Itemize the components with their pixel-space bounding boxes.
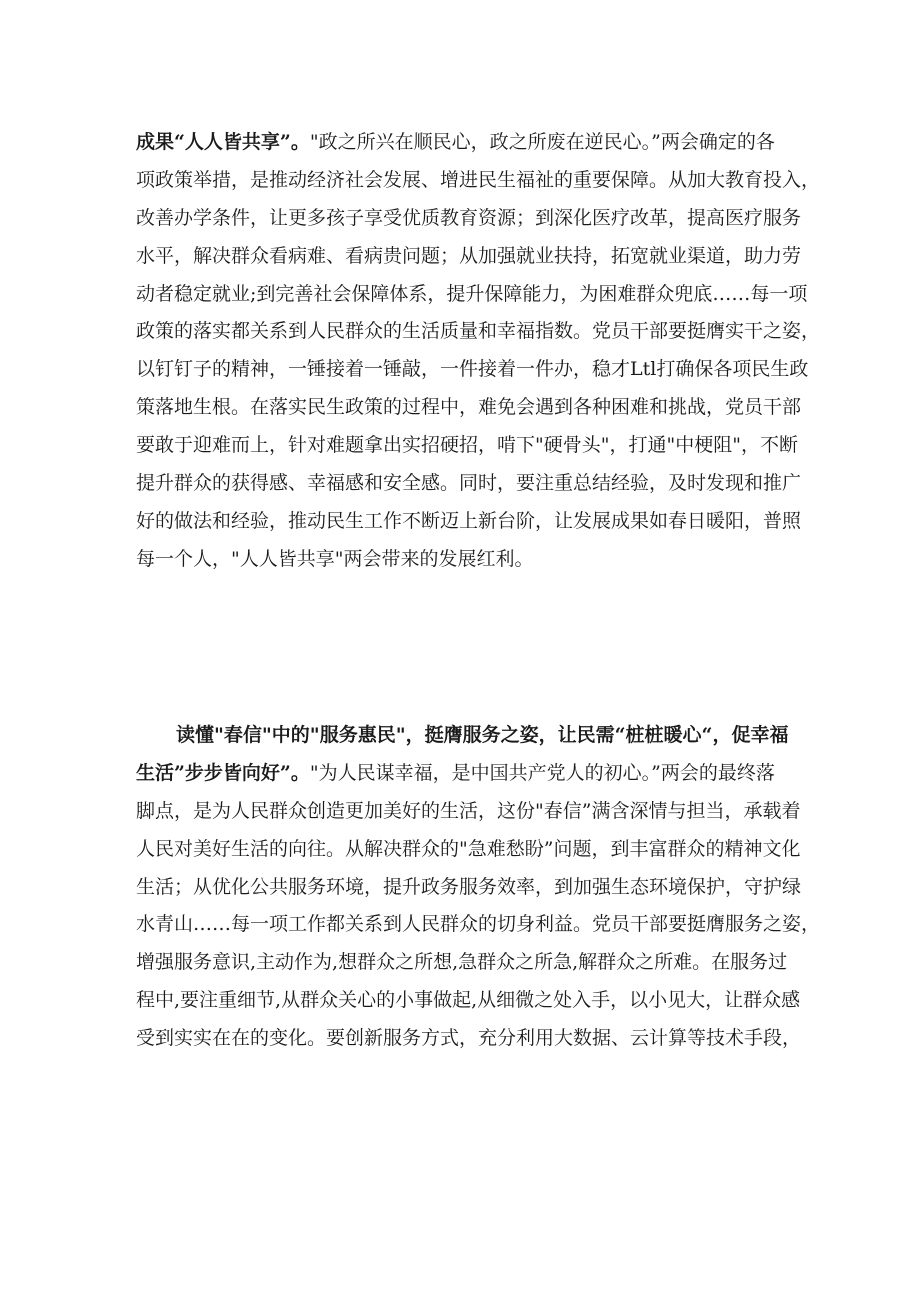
line-text: 要敢于迎难而上，针对难题拿出实招硬招，啃下"硬骨头"，打通"中梗阻"，不断 [136, 434, 798, 457]
bold-lead: 成果“人人皆共享”。 [136, 131, 310, 153]
paragraph-2 [136, 717, 821, 1058]
text-line [136, 124, 800, 162]
text-line [136, 351, 809, 389]
bold-heading: 读懂"春信"中的"服务惠民"，挺膺服务之姿，让民需“桩桩暖心“，促幸福 [176, 724, 789, 746]
line-text: 程中,要注重细节,从群众关心的小事做起,从细微之处入手，以小见大，让群众感 [136, 989, 801, 1012]
line-text: 水平，解决群众看病难、看病贵问题；从加强就业扶持，拓宽就业渠道，助力劳 [136, 244, 802, 267]
line-text: 受到实实在在的变化。要创新服务方式，充分利用大数据、云计算等技术手段， [136, 1027, 802, 1050]
line-text: 增强服务意识,主动作为,想群众之所想,急群众之所急,解群众之所难。在服务过 [136, 951, 788, 974]
line-text: 好的做法和经验，推动民生工作不断迈上新台阶，让发展成果如春日暖阳，普照 [136, 509, 802, 532]
text-line [136, 982, 800, 1020]
line-text: 脚点，是为人民群众创造更加美好的生活，这份"春信”满含深情与担当，承载着 [136, 799, 801, 822]
text-line [136, 1020, 800, 1058]
line-text: 人民对美好生活的向往。从解决群众的"急难愁盼”问题，到丰富群众的精神文化 [136, 837, 801, 860]
text-line [136, 793, 800, 831]
text-line [136, 755, 800, 793]
text-line [136, 717, 800, 755]
line-text: "为人民谋幸福，是中国共产党人的初心。”两会的最终落 [309, 761, 775, 784]
line-text: 以钉钉子的精神，一锤接着一锤敲，一件接着一件办，稳才Ltl打确保各项民生政 [136, 358, 809, 381]
line-text: 改善办学条件，让更多孩子享受优质教育资源；到深化医疗改革，提高医疗服务 [136, 206, 802, 229]
text-line [136, 238, 800, 276]
line-text: 提升群众的获得感、幸福感和安全感。同时，要注重总结经验，及时发现和推广 [136, 472, 802, 495]
text-line [136, 944, 800, 982]
line-text: 策落地生根。在落实民生政策的过程中，难免会遇到各种困难和挑战，党员干部 [136, 396, 802, 419]
text-line [136, 831, 800, 869]
text-line [136, 162, 821, 200]
text-line [136, 906, 821, 944]
line-text: 动者稳定就业;到完善社会保障体系，提升保障能力，为困难群众兜底……每一项 [136, 282, 808, 305]
line-text: 水青山……每一项工作都关系到人民群众的切身利益。党员干部要挺膺服务之姿， [136, 913, 821, 936]
bold-lead: 生活”步步皆向好”。 [136, 761, 310, 784]
text-line [136, 427, 800, 465]
line-text: "政之所兴在顺民心，政之所废在逆民心。”两会确定的各 [309, 131, 775, 153]
text-line [136, 541, 800, 579]
text-line [136, 389, 800, 427]
text-line [136, 465, 800, 503]
text-line [136, 276, 808, 314]
text-line [136, 503, 800, 541]
text-line [136, 869, 800, 907]
line-text: 政策的落实都关系到人民群众的生活质量和幸福指数。党员干部要挺膺实干之姿， [136, 320, 821, 343]
line-text: 项政策举措，是推动经济社会发展、增进民生福祉的重要保障。从加大教育投入， [136, 168, 821, 191]
text-line [136, 313, 821, 351]
line-text: 生活；从优化公共服务环境，提升政务服务效率，到加强生态环境保护，守护绿 [136, 875, 802, 898]
paragraph-1 [136, 124, 821, 579]
text-line [136, 200, 800, 238]
line-text: 每一个人，"人人皆共享"两会带来的发展红利。 [136, 547, 534, 570]
